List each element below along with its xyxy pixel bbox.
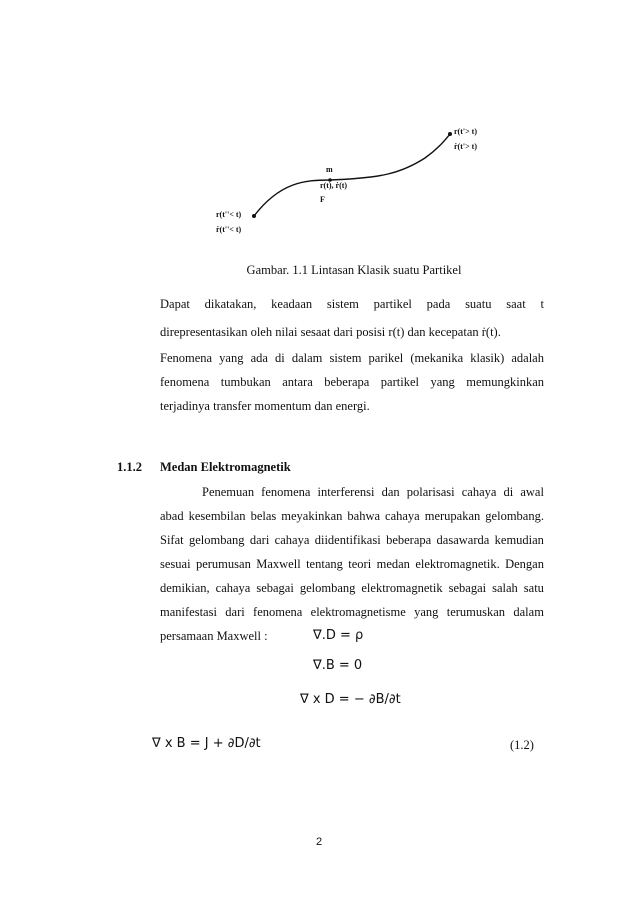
word: fenomena bbox=[160, 375, 210, 389]
label-mid-position: r(t), ṙ(t) bbox=[320, 181, 348, 190]
equation-gauss-electric: ∇.D = ρ bbox=[313, 628, 364, 643]
word: cahaya bbox=[215, 581, 251, 595]
paragraph-state bbox=[160, 292, 544, 344]
word: t bbox=[540, 297, 544, 311]
word: diidentifikasi bbox=[314, 533, 381, 547]
word: demikian, bbox=[160, 581, 210, 595]
word: belas bbox=[250, 509, 277, 523]
para3-line4 bbox=[160, 552, 544, 576]
equation-number: (1.2) bbox=[510, 738, 534, 752]
word: gelombang bbox=[188, 533, 245, 547]
word: cahaya bbox=[385, 509, 420, 523]
para1-line1 bbox=[160, 292, 544, 316]
label-mass: m bbox=[326, 165, 333, 174]
word: kemudian bbox=[494, 533, 544, 547]
word: sebagai bbox=[256, 581, 294, 595]
word: elektromagnetik. bbox=[415, 557, 500, 571]
word: Dapat bbox=[160, 297, 190, 311]
word: cahaya bbox=[274, 533, 310, 547]
word: partikel bbox=[373, 297, 412, 311]
word: beberapa bbox=[324, 375, 370, 389]
word: klasik) bbox=[470, 351, 505, 365]
word: fenomena bbox=[261, 485, 311, 499]
word: Fenomena bbox=[160, 351, 213, 365]
word: teori bbox=[348, 557, 372, 571]
word: medan bbox=[376, 557, 410, 571]
para3-line1 bbox=[160, 480, 544, 504]
word: dari bbox=[225, 605, 245, 619]
label-end-velocity: ṙ(t'> t) bbox=[454, 142, 477, 151]
word: fenomena bbox=[253, 605, 303, 619]
word: ada bbox=[250, 351, 268, 365]
word: elektromagnetik bbox=[361, 581, 443, 595]
word: bahwa bbox=[347, 509, 381, 523]
word: sebagai bbox=[448, 581, 487, 595]
word: interferensi bbox=[317, 485, 375, 499]
word: di bbox=[275, 351, 285, 365]
word: perumusan bbox=[195, 557, 251, 571]
figure-caption: Gambar. 1.1 Lintasan Klasik suatu Partikel bbox=[246, 263, 462, 277]
word: yang bbox=[219, 351, 244, 365]
equation-gauss-magnetic: ∇.B = 0 bbox=[313, 658, 363, 673]
section-number: 1.1.2 bbox=[117, 460, 142, 474]
label-end-position: r(t'> t) bbox=[454, 127, 477, 136]
start-point bbox=[252, 214, 256, 218]
word: dasawarda bbox=[436, 533, 490, 547]
word: abad bbox=[160, 509, 184, 523]
trajectory-figure bbox=[210, 122, 510, 242]
word: Maxwell bbox=[256, 557, 301, 571]
word: tumbukan bbox=[220, 375, 271, 389]
word: beberapa bbox=[386, 533, 432, 547]
word: merupakan bbox=[424, 509, 481, 523]
word: adalah bbox=[511, 351, 544, 365]
word: dan bbox=[381, 485, 400, 499]
word: polarisasi bbox=[406, 485, 455, 499]
trajectory-diagram bbox=[210, 122, 510, 242]
para3-line6 bbox=[160, 600, 544, 624]
equation-ampere-maxwell: ∇ x B = J + ∂D/∂t bbox=[152, 736, 261, 751]
label-force: F bbox=[320, 195, 325, 204]
word: yang bbox=[430, 375, 455, 389]
word: kesembilan bbox=[188, 509, 246, 523]
para2-line2 bbox=[160, 370, 544, 394]
word: dikatakan, bbox=[204, 297, 257, 311]
word: antara bbox=[282, 375, 313, 389]
word: keadaan bbox=[271, 297, 313, 311]
paragraph-phenomena bbox=[160, 346, 544, 418]
trajectory-curve bbox=[254, 134, 450, 216]
word: meyakinkan bbox=[281, 509, 343, 523]
end-point bbox=[448, 132, 452, 136]
word: sesuai bbox=[160, 557, 191, 571]
section-title: Medan Elektromagnetik bbox=[160, 460, 291, 474]
para3-line2 bbox=[160, 504, 544, 528]
page-number: 2 bbox=[315, 836, 323, 848]
word: tentang bbox=[306, 557, 343, 571]
word: elektromagnetisme bbox=[310, 605, 406, 619]
equation-faraday: ∇ x D = − ∂B/∂t bbox=[300, 692, 401, 707]
word: saat bbox=[506, 297, 526, 311]
section-heading bbox=[117, 460, 291, 475]
word: memungkinkan bbox=[466, 375, 544, 389]
label-start-position: r(t''< t) bbox=[216, 210, 242, 219]
word: sistem bbox=[329, 351, 362, 365]
word: manifestasi bbox=[160, 605, 217, 619]
word: dalam bbox=[291, 351, 323, 365]
para2-line3: terjadinya transfer momentum dan energi. bbox=[160, 399, 370, 413]
word: Sifat bbox=[160, 533, 184, 547]
word: dari bbox=[249, 533, 270, 547]
word: pada bbox=[426, 297, 451, 311]
word: awal bbox=[520, 485, 544, 499]
word: terumuskan bbox=[446, 605, 506, 619]
word: salah bbox=[492, 581, 518, 595]
word: (mekanika bbox=[410, 351, 464, 365]
word: Dengan bbox=[505, 557, 544, 571]
para2-line1 bbox=[160, 346, 544, 370]
word: di bbox=[503, 485, 514, 499]
para3-line3 bbox=[160, 528, 544, 552]
label-start-velocity: ṙ(t''< t) bbox=[216, 225, 242, 234]
paragraph-maxwell bbox=[160, 480, 544, 648]
word: satu bbox=[523, 581, 544, 595]
para1-line2: direpresentasikan oleh nilai sesaat dari posisi r(t) dan kecepatan ṙ(t). bbox=[160, 325, 501, 339]
word: gelombang bbox=[299, 581, 356, 595]
word: yang bbox=[414, 605, 439, 619]
word: sistem bbox=[326, 297, 359, 311]
word: dalam bbox=[513, 605, 544, 619]
para3-line7: persamaan Maxwell : bbox=[160, 629, 268, 643]
word: parikel bbox=[368, 351, 404, 365]
word: partikel bbox=[380, 375, 419, 389]
word: suatu bbox=[465, 297, 492, 311]
word: gelombang. bbox=[485, 509, 544, 523]
word: Penemuan bbox=[202, 485, 255, 499]
para3-line5 bbox=[160, 576, 544, 600]
word: cahaya bbox=[461, 485, 497, 499]
